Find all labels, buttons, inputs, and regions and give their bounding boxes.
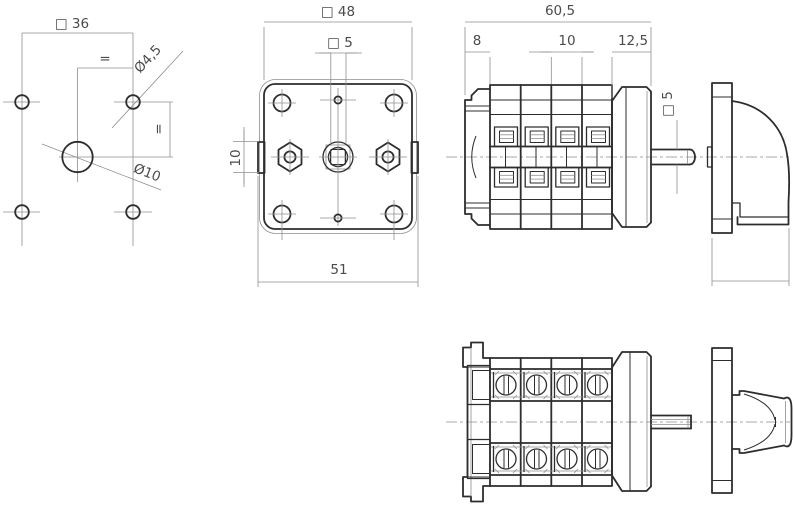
view-plan: [446, 343, 790, 502]
dim-total-depth: 60,5: [544, 3, 576, 19]
dim-stage: 10: [558, 33, 576, 49]
mounting-plate-plan: [612, 352, 651, 491]
view-handle-top: [712, 348, 792, 493]
handle-plate-side: [712, 83, 732, 233]
dim-square48: □ 48: [320, 4, 356, 20]
handle-grip-top-edge: [732, 391, 784, 399]
dim-shaft-square: □ 5: [327, 35, 353, 51]
dim-hole-center: Ø10: [131, 160, 163, 186]
dim-tab: 10: [228, 149, 244, 167]
view-side: [446, 3, 789, 229]
dim-width: 51: [330, 262, 348, 278]
dim-hole-small: Ø4,5: [131, 42, 165, 77]
dim-rear: 8: [472, 33, 482, 49]
dim-shaft-square-side: □ 5: [660, 91, 676, 117]
dim-equal-v: =: [151, 123, 167, 135]
view-drilling-pattern: [3, 16, 183, 246]
dim-square36: □ 36: [54, 16, 90, 32]
dim-front-plate: 12,5: [617, 33, 649, 49]
view-handle-side: [708, 83, 790, 286]
dim-equal-h: =: [99, 51, 111, 67]
handle-grip-bottom-edge: [732, 446, 784, 454]
view-front: [228, 4, 418, 287]
handle-plate-top: [712, 348, 732, 493]
